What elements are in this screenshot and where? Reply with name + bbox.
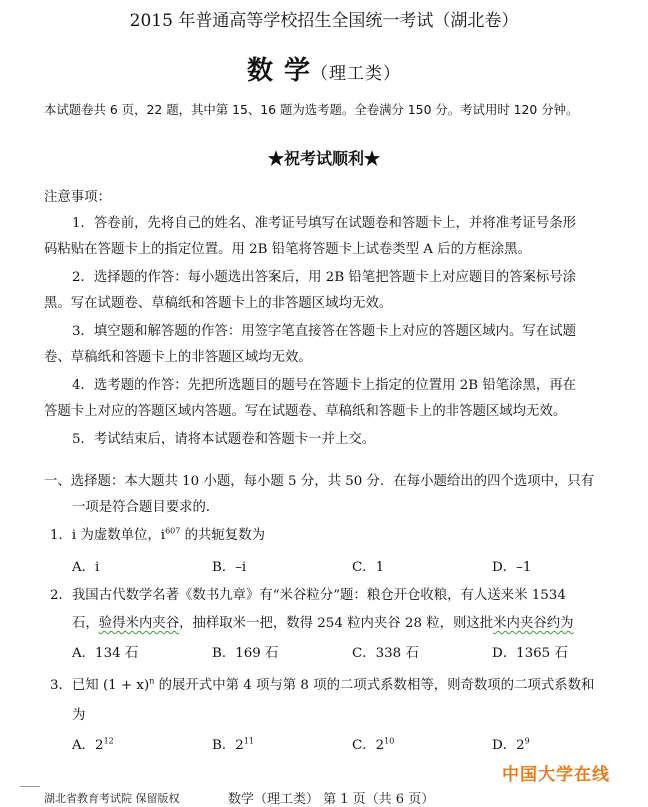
note-2-line-1: 2．选择题的作答：每小题选出答案后，用 2B 铅笔把答题卡上对应题目的答案标号涂 <box>72 270 577 285</box>
subject-category: （理工类） <box>311 64 402 84</box>
exam-intro: 本试题卷共 6 页，22 题，其中第 15、16 题为选考题。全卷满分 150 分。考试用时 120 分钟。 <box>44 102 579 117</box>
question-2-number: 2． <box>50 588 72 603</box>
question-3-line-1 <box>50 674 594 693</box>
question-2-text-2b: 验得米内夹谷 <box>98 616 180 631</box>
section-1-heading-line-1: 一、选择题：本大题共 10 小题，每小题 5 分，共 50 分．在每小题给出的四个选项中，只有 <box>44 474 595 489</box>
question-2-text-2c: ，抽样取米一把，数得 254 粒内夹谷 28 粒，则这批 <box>179 616 494 631</box>
question-3-choice-d <box>492 734 530 753</box>
question-3-choice-b <box>212 734 254 753</box>
question-3-choice-c-exp: 10 <box>384 736 395 746</box>
question-3-text-1b: 的展开式中第 4 项与第 8 项的二项式系数相等，则奇数项的二项式系数和 <box>154 678 595 693</box>
question-2-choice-c: C．338 石 <box>352 646 419 661</box>
question-2-line-1 <box>50 584 566 603</box>
section-1-heading-line-2: 一项是符合题目要求的． <box>72 500 220 515</box>
question-3-text-1a: 已知 (1 + x) <box>71 678 150 693</box>
question-3-choice-d-base: D．2 <box>492 738 525 753</box>
site-watermark: 中国大学在线 <box>502 765 610 785</box>
note-4-line-2: 答题卡上对应的答题区域内答题。写在试题卷、草稿纸和答题卡上的非答题区域均无效。 <box>44 404 567 419</box>
question-1 <box>50 524 265 543</box>
good-luck-banner: ★祝考试顺利★ <box>267 149 380 168</box>
footer-copyright: 湖北省教育考试院 保留版权 <box>44 792 180 805</box>
footer-divider <box>20 786 40 787</box>
question-3-choice-c <box>352 734 394 753</box>
question-3-line-2: 为 <box>72 708 86 723</box>
question-3-choice-d-exp: 9 <box>524 736 530 746</box>
question-1-choice-c: C．1 <box>352 560 385 575</box>
question-3-choice-a <box>72 734 114 753</box>
question-2-choice-b: B．169 石 <box>212 646 279 661</box>
notes-heading: 注意事项： <box>44 190 111 205</box>
footer-page-info: 数学（理工类） 第 1 页（共 6 页） <box>228 792 435 807</box>
question-3-choice-c-base: C．2 <box>352 738 385 753</box>
question-1-choice-d: D．–1 <box>492 560 532 575</box>
note-1-line-2: 码粘贴在答题卡上的指定位置。用 2B 铅笔将答题卡上试卷类型 A 后的方框涂黑。 <box>44 242 531 257</box>
subject-heading <box>0 50 648 87</box>
question-2-choice-d: D．1365 石 <box>492 646 568 661</box>
question-3-choice-a-base: A．2 <box>72 738 104 753</box>
question-2-text-2a: 石， <box>72 616 99 631</box>
question-2-text-1: 我国古代数学名著《数书九章》有“米谷粒分”题：粮仓开仓收粮，有人送来米 1534 <box>71 588 566 603</box>
exam-title: 2015 年普通高等学校招生全国统一考试（湖北卷） <box>129 11 519 31</box>
question-2-text-2d: 米内夹谷约为 <box>493 616 574 631</box>
note-4-line-1: 4．选考题的作答：先把所选题目的题号在答题卡上指定的位置用 2B 铅笔涂黑，再在 <box>72 378 577 393</box>
question-1-text-b: 的共轭复数为 <box>180 528 265 543</box>
question-1-exponent: 607 <box>165 526 181 536</box>
question-3-choice-a-exp: 12 <box>103 736 114 746</box>
question-3-exponent: n <box>149 676 155 686</box>
note-1-line-1: 1．答卷前，先将自己的姓名、准考证号填写在试题卷和答题卡上，并将准考证号条形 <box>72 216 576 231</box>
question-1-choice-b: B．–i <box>212 560 247 575</box>
note-2-line-2: 黑。写在试题卷、草稿纸和答题卡上的非答题区域均无效。 <box>44 296 393 311</box>
subject-main: 数 学 <box>246 56 312 86</box>
question-1-text-a: i 为虚数单位，i <box>71 528 166 543</box>
question-1-choice-a: A．i <box>72 560 100 575</box>
question-2-line-2 <box>72 612 574 631</box>
question-3-number: 3． <box>50 678 72 693</box>
question-3-choice-b-exp: 11 <box>243 736 254 746</box>
question-3-choice-b-base: B．2 <box>212 738 244 753</box>
note-3-line-1: 3．填空题和解答题的作答：用签字笔直接答在答题卡上对应的答题区域内。写在试题 <box>72 324 576 339</box>
note-3-line-2: 卷、草稿纸和答题卡上的非答题区域均无效。 <box>44 350 312 365</box>
note-5: 5．考试结束后，请将本试题卷和答题卡一并上交。 <box>72 432 376 447</box>
question-1-number: 1． <box>50 528 72 543</box>
question-2-choice-a: A．134 石 <box>72 646 139 661</box>
